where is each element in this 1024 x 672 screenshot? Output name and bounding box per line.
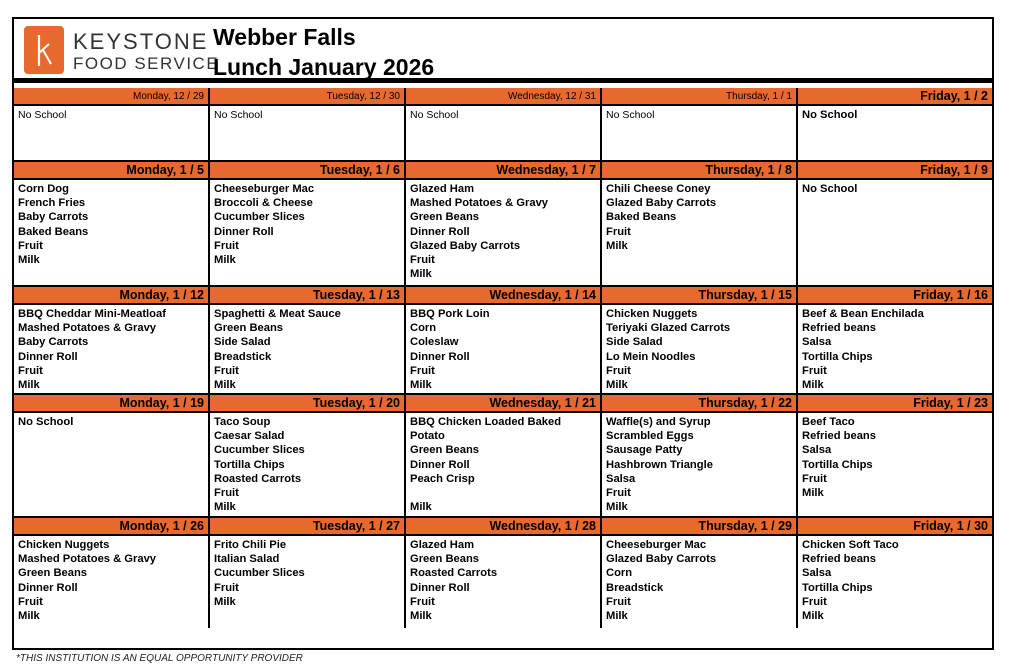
menu-item: Dinner Roll [410, 458, 470, 471]
day-header: Friday, 1 / 2 [798, 88, 992, 106]
menu-item: Fruit [18, 239, 43, 252]
menu-items [14, 106, 208, 124]
footer-disclaimer: *THIS INSTITUTION IS AN EQUAL OPPORTUNITY PROVIDER [16, 653, 303, 664]
day-cell [602, 518, 798, 628]
menu-item: Milk [802, 378, 824, 391]
day-cell [210, 287, 406, 393]
menu-item: Mashed Potatoes & Gravy [18, 553, 157, 566]
menu-items [14, 536, 208, 625]
menu-item: Hashbrown Triangle [606, 458, 713, 471]
menu-item: No School [410, 109, 459, 121]
menu-item: Milk [606, 239, 628, 252]
menu-items [210, 305, 404, 394]
day-cell [14, 518, 210, 628]
menu-item: Tortilla Chips [214, 458, 285, 471]
week-row [14, 285, 992, 393]
day-cell [406, 287, 602, 393]
menu-item: Milk [18, 609, 40, 622]
menu-item: Side Salad [214, 336, 271, 349]
day-cell [602, 162, 798, 285]
menu-item: Fruit [214, 581, 239, 594]
day-cell [14, 395, 210, 516]
menu-item: Milk [802, 609, 824, 622]
menu-item: Milk [214, 253, 236, 266]
day-header: Monday, 1 / 12 [14, 287, 208, 305]
menu-item: Coleslaw [410, 336, 459, 349]
menu-item: Corn [606, 567, 633, 580]
menu-item: BBQ Pork Loin [410, 308, 490, 320]
menu-item: Taco Soup [214, 416, 271, 428]
menu-item: Glazed Baby Carrots [606, 553, 717, 566]
menu-item: Milk [18, 253, 40, 266]
menu-item: Milk [18, 378, 40, 391]
menu-item: Baked Beans [18, 225, 89, 238]
menu-items [602, 413, 796, 516]
menu-item: Beef & Bean Enchilada [802, 308, 924, 320]
day-header: Wednesday, 1 / 14 [406, 287, 600, 305]
menu-item: Milk [410, 268, 432, 281]
menu-item: Fruit [802, 595, 827, 608]
menu-item: Breadstick [606, 581, 664, 594]
day-header: Thursday, 1 / 29 [602, 518, 796, 536]
menu-item: Teriyaki Glazed Carrots [606, 322, 731, 335]
menu-item: Baby Carrots [18, 211, 89, 224]
menu-item: No School [214, 109, 263, 121]
menu-item: Fruit [214, 239, 239, 252]
menu-title: Lunch January 2026 [213, 54, 435, 80]
menu-item: Italian Salad [214, 553, 280, 566]
day-header: Wednesday, 1 / 28 [406, 518, 600, 536]
menu-item: Fruit [18, 364, 43, 377]
menu-item: Green Beans [410, 444, 480, 457]
menu-items [602, 180, 796, 255]
day-header: Wednesday, 1 / 21 [406, 395, 600, 413]
k-logo-icon [24, 26, 64, 74]
brand-subtitle: FOOD SERVICE [73, 54, 220, 73]
menu-item: No School [18, 416, 74, 428]
menu-item: Side Salad [606, 336, 663, 349]
menu-item: BBQ Chicken Loaded Baked [410, 416, 562, 428]
menu-item: French Fries [18, 197, 86, 210]
menu-item: Milk [214, 501, 236, 514]
menu-item: Milk [802, 486, 824, 499]
menu-item: Caesar Salad [214, 430, 285, 443]
menu-items [602, 305, 796, 394]
menu-item: Chicken Nuggets [18, 539, 110, 551]
menu-item: Refried beans [802, 322, 876, 335]
menu-item: Chicken Soft Taco [802, 539, 899, 551]
day-header: Monday, 12 / 29 [14, 88, 208, 106]
menu-item: Dinner Roll [214, 225, 274, 238]
day-cell [602, 88, 798, 160]
calendar-grid [14, 88, 992, 628]
day-cell [406, 162, 602, 285]
menu-item: Fruit [214, 364, 239, 377]
menu-items [798, 305, 992, 394]
week-row [14, 160, 992, 285]
day-cell [14, 162, 210, 285]
day-cell [798, 162, 992, 285]
menu-item: Green Beans [18, 567, 88, 580]
menu-item: Glazed Baby Carrots [410, 239, 521, 252]
menu-item: Breadstick [214, 350, 272, 363]
menu-item: Refried beans [802, 553, 876, 566]
day-cell [210, 395, 406, 516]
menu-items [210, 180, 404, 269]
day-cell [210, 162, 406, 285]
day-header: Tuesday, 1 / 20 [210, 395, 404, 413]
menu-item: Salsa [802, 336, 832, 349]
menu-item: Chili Cheese Coney [606, 183, 711, 195]
menu-item: Green Beans [214, 322, 284, 335]
menu-item: Milk [410, 609, 432, 622]
school-name: Webber Falls [213, 24, 356, 50]
menu-item: No School [802, 109, 858, 121]
menu-item: No School [802, 183, 858, 195]
menu-item: Refried beans [802, 430, 876, 443]
day-cell [798, 518, 992, 628]
menu-item: Beef Taco [802, 416, 855, 428]
menu-item: Baked Beans [606, 211, 677, 224]
menu-item: Cucumber Slices [214, 567, 305, 580]
menu-item: Milk [606, 609, 628, 622]
menu-item: Fruit [802, 472, 827, 485]
menu-item: Chicken Nuggets [606, 308, 698, 320]
day-header: Tuesday, 1 / 6 [210, 162, 404, 180]
week-row [14, 393, 992, 516]
menu-item: Fruit [410, 253, 435, 266]
menu-item: Fruit [606, 595, 631, 608]
menu-item: Baby Carrots [18, 336, 89, 349]
day-header: Thursday, 1 / 22 [602, 395, 796, 413]
day-header: Thursday, 1 / 15 [602, 287, 796, 305]
menu-calendar [12, 17, 994, 650]
menu-item: Cheeseburger Mac [606, 539, 707, 551]
menu-item: Milk [214, 378, 236, 391]
menu-item: Tortilla Chips [802, 581, 873, 594]
day-cell [602, 287, 798, 393]
menu-items [210, 536, 404, 611]
menu-items [210, 106, 404, 124]
day-header: Monday, 1 / 26 [14, 518, 208, 536]
menu-items [14, 413, 208, 431]
menu-item: Dinner Roll [410, 225, 470, 238]
menu-items [798, 413, 992, 502]
menu-item: Fruit [410, 595, 435, 608]
day-header: Wednesday, 12 / 31 [406, 88, 600, 106]
day-header: Friday, 1 / 9 [798, 162, 992, 180]
menu-item: Fruit [410, 364, 435, 377]
menu-items [14, 180, 208, 269]
menu-item: Tortilla Chips [802, 350, 873, 363]
day-cell [14, 287, 210, 393]
day-header: Tuesday, 1 / 13 [210, 287, 404, 305]
menu-item: Cheeseburger Mac [214, 183, 315, 195]
day-header: Tuesday, 12 / 30 [210, 88, 404, 106]
menu-item: Fruit [214, 486, 239, 499]
day-cell [406, 395, 602, 516]
menu-item: Peach Crisp [410, 472, 475, 485]
menu-item: Dinner Roll [18, 581, 78, 594]
keystone-logo [24, 26, 64, 74]
brand-name: KEYSTONE [73, 29, 209, 54]
menu-item: Fruit [802, 364, 827, 377]
day-cell [798, 287, 992, 393]
menu-item: Salsa [802, 444, 832, 457]
menu-item: Glazed Baby Carrots [606, 197, 717, 210]
menu-item: Spaghetti & Meat Sauce [214, 308, 341, 320]
menu-items [406, 180, 600, 283]
menu-item: No School [18, 109, 67, 121]
menu-item: BBQ Cheddar Mini-Meatloaf [18, 308, 166, 320]
menu-item: Cucumber Slices [214, 444, 305, 457]
menu-item: Lo Mein Noodles [606, 350, 696, 363]
day-cell [602, 395, 798, 516]
menu-items [406, 106, 600, 124]
header [14, 19, 992, 83]
menu-item: Green Beans [410, 553, 480, 566]
menu-item: Potato [410, 430, 445, 443]
day-header: Monday, 1 / 5 [14, 162, 208, 180]
menu-item: Roasted Carrots [214, 472, 302, 485]
menu-item: Fruit [606, 486, 631, 499]
day-cell [210, 88, 406, 160]
menu-item: Mashed Potatoes & Gravy [410, 197, 549, 210]
menu-item: Fruit [606, 364, 631, 377]
menu-item: Fruit [606, 225, 631, 238]
menu-items [602, 536, 796, 625]
menu-item: Sausage Patty [606, 444, 683, 457]
menu-item: Milk [606, 378, 628, 391]
menu-item: No School [606, 109, 655, 121]
menu-item: Glazed Ham [410, 539, 475, 551]
day-header: Friday, 1 / 23 [798, 395, 992, 413]
menu-item: Mashed Potatoes & Gravy [18, 322, 157, 335]
day-header: Wednesday, 1 / 7 [406, 162, 600, 180]
day-cell [210, 518, 406, 628]
day-header: Monday, 1 / 19 [14, 395, 208, 413]
menu-items [210, 413, 404, 516]
menu-item: Corn Dog [18, 183, 69, 195]
menu-item: Waffle(s) and Syrup [606, 416, 711, 428]
menu-item: Dinner Roll [410, 350, 470, 363]
menu-item: Dinner Roll [410, 581, 470, 594]
day-cell [798, 395, 992, 516]
day-cell [406, 88, 602, 160]
menu-items [14, 305, 208, 394]
week-row [14, 88, 992, 160]
day-header: Friday, 1 / 30 [798, 518, 992, 536]
menu-item: Milk [410, 501, 432, 514]
menu-items [798, 180, 992, 198]
menu-item: Broccoli & Cheese [214, 197, 313, 210]
menu-items [798, 106, 992, 124]
day-cell [798, 88, 992, 160]
menu-item: Scrambled Eggs [606, 430, 694, 443]
menu-item: Glazed Ham [410, 183, 475, 195]
menu-item: Green Beans [410, 211, 480, 224]
day-cell [14, 88, 210, 160]
menu-items [406, 305, 600, 394]
menu-item: Salsa [802, 567, 832, 580]
menu-item: Frito Chili Pie [214, 539, 287, 551]
menu-items [602, 106, 796, 124]
day-cell [406, 518, 602, 628]
week-row [14, 516, 992, 628]
menu-item: Cucumber Slices [214, 211, 305, 224]
menu-item [410, 486, 596, 500]
menu-items [798, 536, 992, 625]
menu-item: Roasted Carrots [410, 567, 498, 580]
menu-items [406, 413, 600, 516]
day-header: Friday, 1 / 16 [798, 287, 992, 305]
menu-item: Milk [214, 595, 236, 608]
menu-item: Salsa [606, 472, 636, 485]
day-header: Tuesday, 1 / 27 [210, 518, 404, 536]
menu-item: Fruit [18, 595, 43, 608]
day-header: Thursday, 1 / 8 [602, 162, 796, 180]
menu-items [406, 536, 600, 625]
menu-item: Milk [606, 501, 628, 514]
menu-item: Dinner Roll [18, 350, 78, 363]
day-header: Thursday, 1 / 1 [602, 88, 796, 106]
menu-item: Milk [410, 378, 432, 391]
menu-item: Corn [410, 322, 437, 335]
menu-item: Tortilla Chips [802, 458, 873, 471]
